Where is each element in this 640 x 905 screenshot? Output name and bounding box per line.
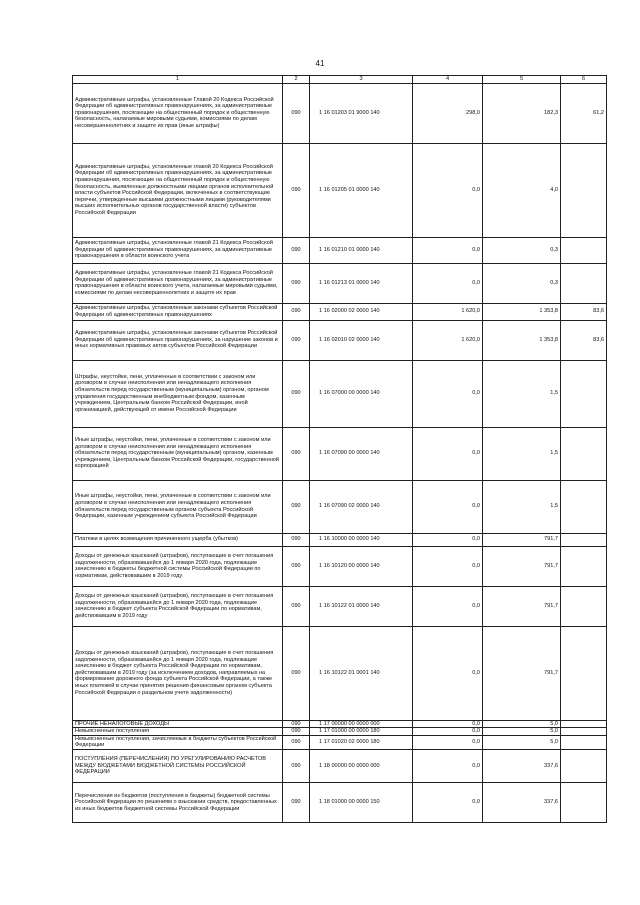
row-admin-code: 090 <box>283 720 310 728</box>
row-budget-code: 1 16 07090 02 0000 140 <box>310 480 413 533</box>
row-description: Иные штрафы, неустойки, пени, уплаченные в соответствии с законом или договором в случае неисполнения или ненадлежащего исполнения обязательств перед государственным органом субъекта Российской Федерации, казенным учреждением субъекта Российской Федерации <box>73 480 283 533</box>
table-row <box>73 360 607 427</box>
row-description: Платежи в целях возмещения причиненного ущерба (убытков) <box>73 533 283 546</box>
row-description: Административные штрафы, установленные главой 20 Кодекса Российской Федерации об административных правонарушениях, за административные правонарушения, посягающие на общественный порядок и общественную безопасность, выявленные должностными лицами органов исполнительной власти субъектов Российской Федерации, включенных в соответствующие перечни, утвержденные высшими должностными лицами (руководителями высших исполнительных органов государственной власти) субъектов Российской Федерации <box>73 143 283 237</box>
row-actual-amount: 791,7 <box>483 586 561 626</box>
table-row <box>73 237 607 263</box>
row-percent <box>561 237 607 263</box>
row-percent <box>561 360 607 427</box>
row-budget-code: 1 16 01210 01 0000 140 <box>310 237 413 263</box>
table-row <box>73 626 607 720</box>
table-row <box>73 480 607 533</box>
table-row <box>73 720 607 728</box>
row-description: Доходы от денежных взысканий (штрафов), поступающие в счет погашения задолженности, образовавшейся до 1 января 2020 года, подлежащие зачислению в бюджет субъекта Российской Федерации по нормативам, действовавшим в 2019 году <box>73 586 283 626</box>
row-actual-amount: 5,0 <box>483 728 561 736</box>
column-header-5: 5 <box>483 76 561 84</box>
row-plan-amount: 0,0 <box>413 626 483 720</box>
row-percent: 61,2 <box>561 83 607 143</box>
table-row <box>73 320 607 360</box>
row-budget-code: 1 16 07000 00 0000 140 <box>310 360 413 427</box>
row-actual-amount: 337,6 <box>483 782 561 822</box>
row-plan-amount: 0,0 <box>413 480 483 533</box>
row-budget-code: 1 17 01020 02 0000 180 <box>310 735 413 749</box>
row-admin-code: 090 <box>283 263 310 303</box>
row-actual-amount: 4,0 <box>483 143 561 237</box>
row-admin-code: 090 <box>283 626 310 720</box>
row-percent <box>561 720 607 728</box>
row-percent <box>561 546 607 586</box>
row-actual-amount: 791,7 <box>483 533 561 546</box>
table-row <box>73 427 607 480</box>
row-percent <box>561 480 607 533</box>
row-actual-amount: 791,7 <box>483 546 561 586</box>
row-percent: 83,6 <box>561 303 607 320</box>
row-budget-code: 1 17 01000 00 0000 180 <box>310 728 413 736</box>
row-percent <box>561 749 607 782</box>
row-plan-amount: 0,0 <box>413 720 483 728</box>
row-description: Административные штрафы, установленные законами субъектов Российской Федерации об административных правонарушениях, за нарушение законов и иных нормативных правовых актов субъектов Российской Федерации <box>73 320 283 360</box>
column-header-2: 2 <box>283 76 310 84</box>
row-budget-code: 1 16 01205 01 0000 140 <box>310 143 413 237</box>
table-row <box>73 735 607 749</box>
row-actual-amount: 1,5 <box>483 427 561 480</box>
table-row <box>73 749 607 782</box>
column-header-6: 6 <box>561 76 607 84</box>
row-admin-code: 090 <box>283 303 310 320</box>
row-description: Штрафы, неустойки, пени, уплаченные в соответствии с законом или договором в случае неисполнения или ненадлежащего исполнения обязательств перед государственным (муниципальным) органом, органом управления государственным внебюджетным фондом, казенным учреждением, Центральным банком Российской Федерации, иной организацией, действующей от имени Российской Федерации <box>73 360 283 427</box>
row-percent <box>561 728 607 736</box>
row-plan-amount: 0,0 <box>413 586 483 626</box>
row-percent <box>561 586 607 626</box>
row-actual-amount: 5,0 <box>483 720 561 728</box>
row-budget-code: 1 16 01213 01 0000 140 <box>310 263 413 303</box>
row-percent <box>561 533 607 546</box>
row-description: Иные штрафы, неустойки, пени, уплаченные в соответствии с законом или договором в случае неисполнения или ненадлежащего исполнения обязательств перед государственным (муниципальным) органом, казенным учреждением, Центральным банком Российской Федерации, государственной корпорацией <box>73 427 283 480</box>
row-description: ПРОЧИЕ НЕНАЛОГОВЫЕ ДОХОДЫ <box>73 720 283 728</box>
column-number-row <box>73 76 607 84</box>
row-actual-amount: 182,3 <box>483 83 561 143</box>
row-admin-code: 090 <box>283 427 310 480</box>
row-description: Невыясненные поступления <box>73 728 283 736</box>
row-plan-amount: 0,0 <box>413 360 483 427</box>
row-percent <box>561 735 607 749</box>
row-description: Административные штрафы, установленные главой 21 Кодекса Российской Федерации об административных правонарушениях, за административные правонарушения в области воинского учета <box>73 237 283 263</box>
table-row <box>73 143 607 237</box>
row-admin-code: 090 <box>283 749 310 782</box>
row-plan-amount: 1 620,0 <box>413 320 483 360</box>
table-row <box>73 303 607 320</box>
row-admin-code: 090 <box>283 728 310 736</box>
row-actual-amount: 1,5 <box>483 360 561 427</box>
table-row <box>73 83 607 143</box>
row-plan-amount: 0,0 <box>413 533 483 546</box>
column-header-4: 4 <box>413 76 483 84</box>
row-plan-amount: 0,0 <box>413 546 483 586</box>
row-description: Административные штрафы, установленные законами субъектов Российской Федерации об административных правонарушениях <box>73 303 283 320</box>
row-plan-amount: 0,0 <box>413 143 483 237</box>
row-plan-amount: 298,0 <box>413 83 483 143</box>
row-admin-code: 090 <box>283 237 310 263</box>
row-description: Доходы от денежных взысканий (штрафов), поступающие в счет погашения задолженности, образовавшейся до 1 января 2020 года, подлежащие зачислению в бюджеты бюджетной системы Российской Федерации по нормативам, действовавшим в 2019 году <box>73 546 283 586</box>
row-admin-code: 090 <box>283 360 310 427</box>
row-plan-amount: 1 620,0 <box>413 303 483 320</box>
row-budget-code: 1 16 10122 01 0001 140 <box>310 626 413 720</box>
row-plan-amount: 0,0 <box>413 427 483 480</box>
table-row <box>73 263 607 303</box>
row-admin-code: 090 <box>283 480 310 533</box>
row-description: Доходы от денежных взысканий (штрафов), поступающие в счет погашения задолженности, образовавшейся до 1 января 2020 года, подлежащие зачислению в бюджет субъекта Российской Федерации по нормативам, действовавшим в 2019 году (за исключением доходов, направляемых на формирование дорожного фонда субъекта Российской Федерации, а также иных платежей в случае принятия решения финансовым органом субъекта Российской Федерации о раздельном учете задолженности) <box>73 626 283 720</box>
row-percent: 83,6 <box>561 320 607 360</box>
column-header-1: 1 <box>73 76 283 84</box>
row-actual-amount: 0,3 <box>483 263 561 303</box>
row-description: ПОСТУПЛЕНИЯ (ПЕРЕЧИСЛЕНИЯ) ПО УРЕГУЛИРОВАНИЮ РАСЧЕТОВ МЕЖДУ БЮДЖЕТАМИ БЮДЖЕТНОЙ СИСТЕМЫ РОССИЙСКОЙ ФЕДЕРАЦИИ <box>73 749 283 782</box>
row-actual-amount: 791,7 <box>483 626 561 720</box>
row-budget-code: 1 16 01203 01 9000 140 <box>310 83 413 143</box>
row-percent <box>561 626 607 720</box>
row-plan-amount: 0,0 <box>413 735 483 749</box>
row-admin-code: 090 <box>283 782 310 822</box>
row-admin-code: 090 <box>283 320 310 360</box>
row-actual-amount: 337,6 <box>483 749 561 782</box>
row-plan-amount: 0,0 <box>413 237 483 263</box>
page-number: 41 <box>315 59 325 68</box>
table-row <box>73 782 607 822</box>
row-plan-amount: 0,0 <box>413 263 483 303</box>
row-percent <box>561 782 607 822</box>
row-percent <box>561 263 607 303</box>
row-budget-code: 1 16 02010 02 0000 140 <box>310 320 413 360</box>
row-description: Административные штрафы, установленные главой 21 Кодекса Российской Федерации об административных правонарушениях, за административные правонарушения в области воинского учета, налагаемые мировыми судьями, комиссиями по делам несовершеннолетних и защите их прав <box>73 263 283 303</box>
row-actual-amount: 0,3 <box>483 237 561 263</box>
row-budget-code: 1 18 01000 00 0000 150 <box>310 782 413 822</box>
row-percent <box>561 143 607 237</box>
row-budget-code: 1 16 10000 00 0000 140 <box>310 533 413 546</box>
row-plan-amount: 0,0 <box>413 749 483 782</box>
table-row <box>73 586 607 626</box>
row-budget-code: 1 16 10122 01 0000 140 <box>310 586 413 626</box>
row-actual-amount: 5,0 <box>483 735 561 749</box>
column-header-3: 3 <box>310 76 413 84</box>
row-budget-code: 1 16 07090 00 0000 140 <box>310 427 413 480</box>
row-description: Перечисления из бюджетов (поступления в бюджеты) бюджетной системы Российской Федерации по решениям о взыскании средств, предоставленных из иных бюджетов бюджетной системы Российской Федерации <box>73 782 283 822</box>
row-budget-code: 1 16 02000 02 0000 140 <box>310 303 413 320</box>
row-admin-code: 090 <box>283 533 310 546</box>
row-admin-code: 090 <box>283 735 310 749</box>
table-row <box>73 533 607 546</box>
row-description: Административные штрафы, установленные Главой 20 Кодекса Российской Федерации об административных правонарушениях, за административные правонарушения, посягающие на общественный порядок и общественную безопасность, налагаемые мировыми судьями, комиссиями по делам несовершеннолетних и защите их прав (иные штрафы) <box>73 83 283 143</box>
row-actual-amount: 1,5 <box>483 480 561 533</box>
row-budget-code: 1 16 10120 00 0000 140 <box>310 546 413 586</box>
table-row <box>73 546 607 586</box>
table-row <box>73 728 607 736</box>
row-actual-amount: 1 353,8 <box>483 320 561 360</box>
row-percent <box>561 427 607 480</box>
row-admin-code: 090 <box>283 83 310 143</box>
row-plan-amount: 0,0 <box>413 728 483 736</box>
budget-table <box>72 75 607 823</box>
row-plan-amount: 0,0 <box>413 782 483 822</box>
row-admin-code: 090 <box>283 143 310 237</box>
row-admin-code: 090 <box>283 586 310 626</box>
row-budget-code: 1 17 00000 00 0000 000 <box>310 720 413 728</box>
row-description: Невыясненные поступления, зачисляемые в бюджеты субъектов Российской Федерации <box>73 735 283 749</box>
row-admin-code: 090 <box>283 546 310 586</box>
row-actual-amount: 1 353,8 <box>483 303 561 320</box>
row-budget-code: 1 18 00000 00 0000 000 <box>310 749 413 782</box>
